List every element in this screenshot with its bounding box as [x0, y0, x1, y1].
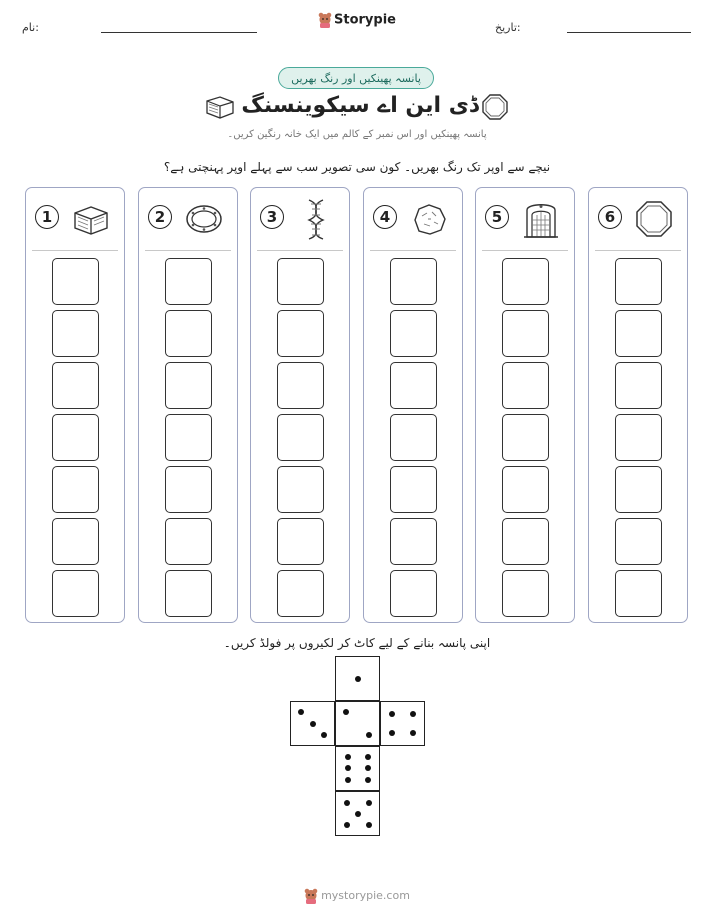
book-icon [204, 93, 236, 121]
page-subtitle: پانسہ پھینکیں اور اس نمبر کے کالم میں ایک خانہ رنگین کریں۔ [227, 129, 487, 140]
storypie-bear-icon [318, 12, 332, 28]
brand-name: Storypie [334, 12, 396, 28]
color-box[interactable] [502, 414, 549, 461]
pip [366, 800, 372, 806]
color-box[interactable] [390, 362, 437, 409]
column-number: 5 [485, 205, 509, 229]
die-face-2 [335, 701, 380, 746]
pip [345, 777, 351, 783]
color-box[interactable] [165, 310, 212, 357]
column-divider [482, 250, 568, 251]
pip [366, 822, 372, 828]
color-box[interactable] [52, 310, 99, 357]
die-face-1 [335, 656, 380, 701]
column-number: 2 [148, 205, 172, 229]
color-box[interactable] [52, 570, 99, 617]
pip [343, 709, 349, 715]
pip [344, 822, 350, 828]
color-box[interactable] [615, 258, 662, 305]
color-box[interactable] [165, 258, 212, 305]
pip [344, 800, 350, 806]
page-title: ڈی این اے سیکوینسنگ [241, 93, 479, 118]
column-number: 3 [260, 205, 284, 229]
storypie-bear-icon [304, 888, 318, 904]
pip [321, 732, 327, 738]
pip [355, 811, 361, 817]
color-box[interactable] [390, 518, 437, 565]
pip [345, 754, 351, 760]
color-box[interactable] [615, 466, 662, 513]
color-box[interactable] [502, 466, 549, 513]
color-box[interactable] [52, 466, 99, 513]
color-box[interactable] [277, 466, 324, 513]
column-divider [32, 250, 118, 251]
color-box[interactable] [390, 570, 437, 617]
pip [355, 676, 361, 682]
column-number: 1 [35, 205, 59, 229]
die-face-3 [290, 701, 335, 746]
color-box[interactable] [52, 258, 99, 305]
name-line[interactable] [101, 32, 257, 33]
column-divider [370, 250, 456, 251]
color-box[interactable] [277, 518, 324, 565]
color-box[interactable] [52, 518, 99, 565]
cut-instruction: اپنی پانسہ بنانے کے لیے کاٹ کر لکیروں پر فولڈ کریں۔ [223, 636, 491, 650]
pip [345, 765, 351, 771]
column-2 [138, 187, 238, 623]
color-box[interactable] [615, 310, 662, 357]
column-5 [475, 187, 575, 623]
pip [310, 721, 316, 727]
column-3 [250, 187, 350, 623]
color-box[interactable] [390, 310, 437, 357]
footer-url[interactable]: mystorypie.com [321, 889, 410, 902]
color-box[interactable] [165, 362, 212, 409]
brand-logo [0, 12, 714, 28]
footer [0, 888, 714, 904]
color-box[interactable] [165, 466, 212, 513]
die-face-5 [335, 791, 380, 836]
octagon-icon [633, 198, 675, 240]
color-box[interactable] [502, 570, 549, 617]
book-icon [70, 198, 112, 240]
color-box[interactable] [390, 258, 437, 305]
dna-icon [295, 198, 337, 240]
pip [298, 709, 304, 715]
column-number: 4 [373, 205, 397, 229]
color-box[interactable] [390, 466, 437, 513]
color-box[interactable] [502, 258, 549, 305]
column-divider [595, 250, 681, 251]
date-line[interactable] [567, 32, 691, 33]
pip [365, 777, 371, 783]
die-face-6 [335, 746, 380, 791]
pip [410, 711, 416, 717]
color-box[interactable] [277, 258, 324, 305]
instruction-pill: پانسہ پھینکیں اور رنگ بھریں [278, 67, 434, 89]
color-box[interactable] [277, 414, 324, 461]
color-box[interactable] [277, 310, 324, 357]
die-face-4 [380, 701, 425, 746]
ring-icon [183, 198, 225, 240]
pip [410, 730, 416, 736]
column-1 [25, 187, 125, 623]
color-box[interactable] [390, 414, 437, 461]
color-box[interactable] [615, 570, 662, 617]
color-box[interactable] [52, 414, 99, 461]
color-box[interactable] [502, 518, 549, 565]
question-text: نیچے سے اوپر تک رنگ بھریں۔ کون سی تصویر سب سے پہلے اوپر پہنچتی ہے؟ [163, 160, 551, 174]
color-box[interactable] [277, 362, 324, 409]
column-6 [588, 187, 688, 623]
color-box[interactable] [277, 570, 324, 617]
color-box[interactable] [165, 518, 212, 565]
color-box[interactable] [165, 570, 212, 617]
rock-icon [408, 198, 450, 240]
color-box[interactable] [615, 414, 662, 461]
color-box[interactable] [615, 362, 662, 409]
pip [366, 732, 372, 738]
color-box[interactable] [52, 362, 99, 409]
column-4 [363, 187, 463, 623]
pip [389, 730, 395, 736]
column-divider [257, 250, 343, 251]
color-box[interactable] [165, 414, 212, 461]
pip [365, 765, 371, 771]
color-box[interactable] [502, 362, 549, 409]
pip [365, 754, 371, 760]
column-divider [145, 250, 231, 251]
column-number: 6 [598, 205, 622, 229]
date-label: تاریخ: [495, 21, 521, 34]
temple-icon [520, 198, 562, 240]
name-label: نام: [22, 21, 39, 34]
color-box[interactable] [502, 310, 549, 357]
color-box[interactable] [615, 518, 662, 565]
pip [389, 711, 395, 717]
octagon-icon [481, 93, 509, 121]
